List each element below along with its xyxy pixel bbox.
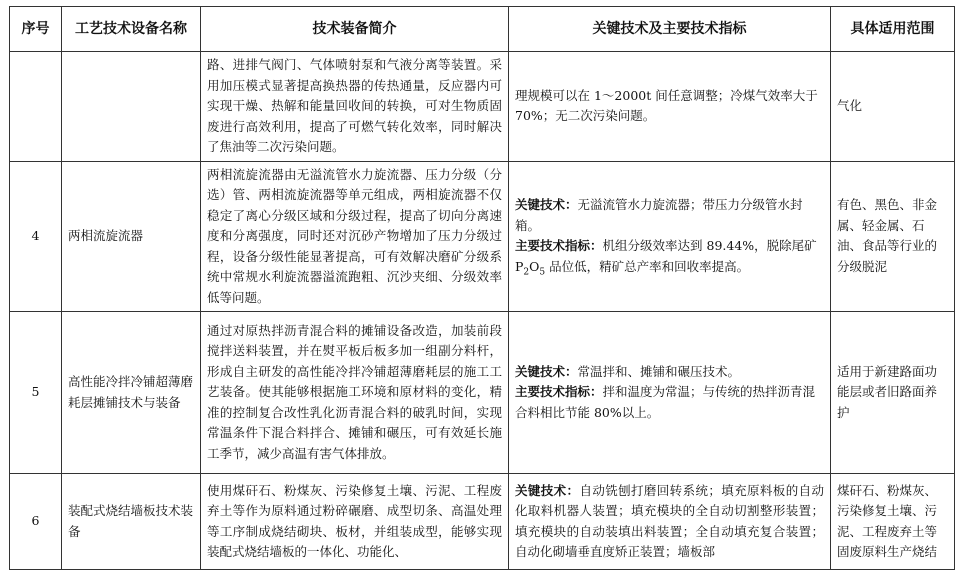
cell-name: 高性能冷拌冷铺超薄磨耗层摊铺技术与装备 (62, 312, 201, 474)
cell-intro: 使用煤矸石、粉煤灰、污染修复土壤、污泥、工程废弃土等作为原料通过粉碎碾磨、成型切条、高温处理等工序制成烧结砌块、板材，并组装成型，能够实现装配式烧结墙板的一体化、功能化、 (201, 474, 509, 570)
cell-no (10, 52, 62, 162)
cell-intro: 两相流旋流器由无溢流管水力旋流器、压力分级（分选）管、两相流旋流器等单元组成，两相旋流器不仅稳定了离心分级区域和分级过程，提高了切向分离速度和分离强度，同时还对沉砂产物增加了压力分级过程，设备分级性能显著提高，可有效解决磨矿分级系统中常规水利旋流器溢流跑粗、沉沙夹细、分级效率低等问题。 (201, 161, 509, 312)
key-tech-text: 常温拌和、摊铺和碾压技术。 (577, 363, 741, 379)
main-index-label: 主要技术指标： (515, 384, 603, 400)
key-tech-paragraph (515, 195, 824, 236)
main-index-text: 拌和温度为常温；与传统的热拌沥青混合料相比节能 80%以上。 (515, 384, 816, 420)
subscript-2: 2 (523, 267, 530, 278)
cell-scope: 气化 (831, 52, 955, 162)
key-tech-label: 关键技术： (515, 197, 578, 213)
header-intro: 技术装备简介 (201, 7, 509, 52)
cell-no: 5 (10, 312, 62, 474)
key-tech-label: 关键技术： (515, 482, 580, 498)
cell-scope: 适用于新建路面功能层或者旧路面养护 (831, 312, 955, 474)
main-index-text-mid: O (529, 258, 540, 274)
main-index-label: 主要技术指标： (515, 238, 603, 254)
main-index-text-post: 品位低，精矿总产率和回收率提高。 (545, 258, 750, 274)
table-row (10, 52, 955, 162)
main-index-text-pre: 机组分级效率达到 89.44%，脱除尾矿 P (515, 238, 817, 274)
cell-key: 理规模可以在 1～2000t 间任意调整；冷煤气效率大于 70%；无二次污染问题。 (509, 52, 831, 162)
cell-no: 6 (10, 474, 62, 570)
key-tech-paragraph (515, 362, 824, 383)
key-tech-text: 无溢流管水力旋流器；带压力分级管水封箱。 (515, 197, 803, 233)
header-key: 关键技术及主要技术指标 (509, 7, 831, 52)
table-header-row (10, 7, 955, 52)
table-row (10, 474, 955, 570)
table-row (10, 312, 955, 474)
header-no: 序号 (10, 7, 62, 52)
main-index-paragraph (515, 382, 824, 423)
cell-name: 装配式烧结墙板技术装备 (62, 474, 201, 570)
header-scope: 具体适用范围 (831, 7, 955, 52)
cell-key (509, 161, 831, 312)
key-tech-text: 自动铣刨打磨回转系统；填充原料板的自动化取料机器人装置；填充模块的全自动切割整形装置；填充模块的自动装填出料装置；全自动填充复合装置；自动化砌墙垂直度矫正装置；墙板部 (515, 482, 824, 559)
subscript-5: 5 (539, 267, 546, 278)
cell-name: 两相流旋流器 (62, 161, 201, 312)
key-tech-paragraph (515, 481, 824, 563)
cell-no: 4 (10, 161, 62, 312)
cell-key (509, 474, 831, 570)
cell-key (509, 312, 831, 474)
key-tech-label: 关键技术： (515, 363, 578, 379)
table-row (10, 161, 955, 312)
cell-scope: 有色、黑色、非金属、轻金属、石油、食品等行业的分级脱泥 (831, 161, 955, 312)
cell-intro: 路、进排气阀门、气体喷射泵和气液分离等装置。采用加压模式显著提高换热器的传热通量，反应器内可实现干燥、热解和能量回收间的转换，可对生物质固废进行高效利用，提高了可燃气转化效率，同时解决了焦油等二次污染问题。 (201, 52, 509, 162)
technology-equipment-table (9, 6, 955, 570)
cell-name (62, 52, 201, 162)
header-name: 工艺技术设备名称 (62, 7, 201, 52)
cell-intro: 通过对原热拌沥青混合料的摊铺设备改造，加装前段搅拌送料装置，并在熨平板后板多加一组副分料杆，形成自主研发的高性能冷拌冷铺超薄磨耗层的施工工艺装备。使其能够根据施工环境和原材料的变化，精准的控制复合改性乳化沥青混合料的破乳时间，实现常温条件下混合料拌合、摊铺和碾压，可有效延长施工季节，减少高温有害气体排放。 (201, 312, 509, 474)
cell-scope: 煤矸石、粉煤灰、污染修复土壤、污泥、工程废弃土等固废原料生产烧结 (831, 474, 955, 570)
main-index-paragraph (515, 236, 824, 277)
